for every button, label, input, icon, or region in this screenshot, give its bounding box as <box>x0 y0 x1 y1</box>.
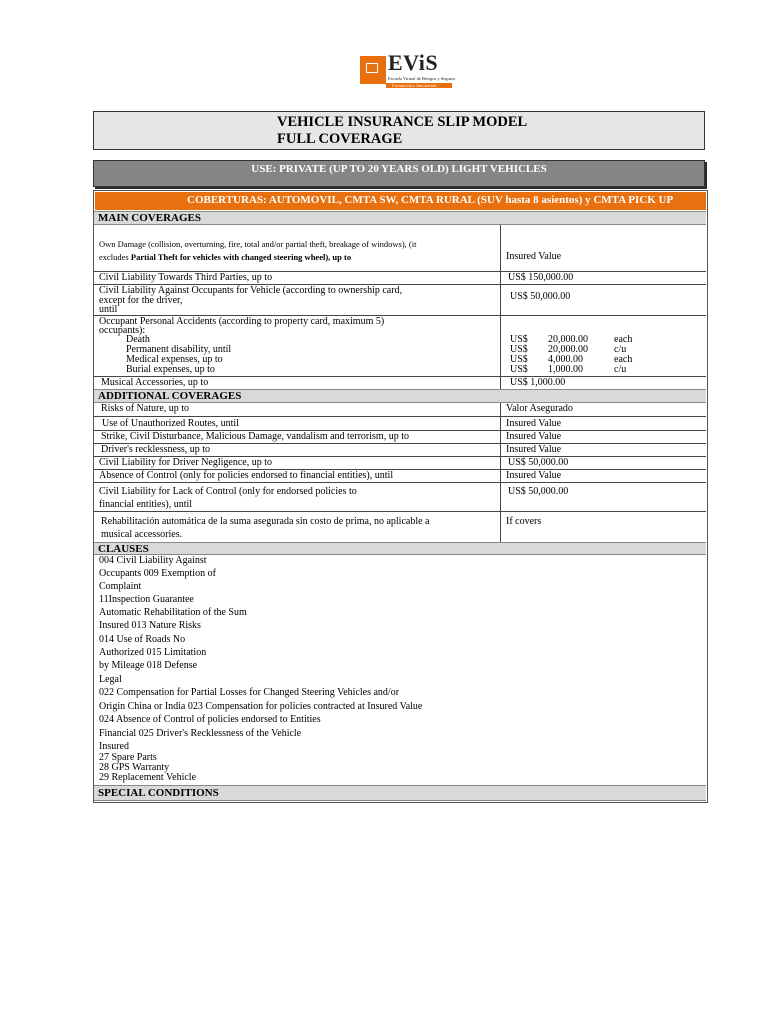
document-title: VEHICLE INSURANCE SLIP MODEL <box>277 114 528 130</box>
occ-item-label: Medical expenses, up to <box>126 354 223 365</box>
musical-accessories-value: US$ 1,000.00 <box>510 377 566 388</box>
civil-liability-occupants-value: US$ 50,000.00 <box>510 291 571 302</box>
additional-row-value: Valor Asegurado <box>506 403 573 414</box>
clause-line: 28 GPS Warranty <box>99 762 170 773</box>
automatic-rehabilitation-2: musical accessories. <box>101 529 183 540</box>
main-coverages-header <box>94 211 706 225</box>
additional-row-value: Insured Value <box>506 418 562 429</box>
occ-item-unit: each <box>614 354 633 365</box>
additional-coverages-header <box>94 389 706 403</box>
occ-item-label: Death <box>126 334 150 345</box>
clause-line: Complaint <box>99 581 142 592</box>
automatic-rehabilitation-value: If covers <box>506 516 542 527</box>
use-text: USE: PRIVATE (UP TO 20 YEARS OLD) LIGHT VEHICLES <box>251 163 547 175</box>
own-damage-text: Own Damage (collision, overturning, fire, total and/or partial theft, breakage of windows), (it <box>99 239 417 249</box>
occ-item-currency: US$ <box>510 334 528 345</box>
clause-line: 022 Compensation for Partial Losses for Changed Steering Vehicles and/or <box>99 687 400 698</box>
column-divider <box>500 403 501 543</box>
coberturas-text: COBERTURAS: AUTOMOVIL, CMTA SW, CMTA RURAL (SUV hasta 8 asientos) y CMTA PICK UP <box>187 194 674 206</box>
clause-line: 024 Absence of Control of policies endorsed to Entities <box>99 714 321 725</box>
additional-coverages-title: ADDITIONAL COVERAGES <box>98 390 242 402</box>
civil-liability-occupants-2: except for the driver, <box>99 295 183 306</box>
occupant-personal-accidents-2: occupants): <box>99 325 146 336</box>
logo-name: EViS <box>388 50 439 75</box>
clause-line: 11Inspection Guarantee <box>99 594 194 605</box>
occ-item-amount: 4,000.00 <box>548 354 583 365</box>
clause-line: 29 Replacement Vehicle <box>99 772 197 783</box>
additional-row-label: Risks of Nature, up to <box>101 403 190 414</box>
additional-row-value: US$ 50,000.00 <box>508 457 569 468</box>
additional-row-label: Strike, Civil Disturbance, Malicious Damage, vandalism and terrorism, up to <box>101 431 409 442</box>
logo-mark-icon <box>360 56 386 84</box>
occ-item-amount: 20,000.00 <box>548 344 588 355</box>
coberturas-banner <box>95 192 706 210</box>
musical-accessories: Musical Accessories, up to <box>101 377 209 388</box>
lack-of-control-value: US$ 50,000.00 <box>508 486 569 497</box>
logo-tagline: Formación e Innovación <box>392 82 437 88</box>
clause-line: Insured 013 Nature Risks <box>99 620 201 631</box>
occ-item-label: Burial expenses, up to <box>126 364 215 375</box>
main-coverages-title: MAIN COVERAGES <box>98 212 201 224</box>
clause-line: Origin China or India 023 Compensation for policies contracted at Insured Value <box>99 701 423 712</box>
use-banner <box>93 160 705 187</box>
occ-item-amount: 1,000.00 <box>548 364 583 375</box>
occ-item-unit: each <box>614 334 633 345</box>
lack-of-control-2: financial entities), until <box>99 499 193 510</box>
civil-liability-third-parties-value: US$ 150,000.00 <box>508 272 574 283</box>
row-divider <box>94 511 706 512</box>
own-damage-excludes: excludes <box>99 252 131 262</box>
row-divider <box>94 482 706 483</box>
row-divider <box>94 416 706 417</box>
clauses-header <box>94 542 706 555</box>
occ-item-label: Permanent disability, until <box>126 344 232 355</box>
clause-line: Legal <box>99 674 122 685</box>
automatic-rehabilitation: Rehabilitación automática de la suma asegurada sin costo de prima, no aplicable a <box>101 516 430 527</box>
additional-row-label: Driver's recklessness, up to <box>101 444 210 455</box>
own-damage-excludes-detail: Partial Theft for vehicles with changed steering wheel), up to <box>130 252 352 262</box>
document-subtitle: FULL COVERAGE <box>277 131 403 147</box>
lack-of-control: Civil Liability for Lack of Control (only for endorsed policies to <box>99 486 357 497</box>
special-conditions-header <box>94 785 706 801</box>
column-divider <box>500 225 501 390</box>
civil-liability-occupants-3: until <box>99 304 118 315</box>
additional-row-label: Use of Unauthorized Routes, until <box>102 418 239 429</box>
clause-line: 014 Use of Roads No <box>99 634 186 645</box>
clause-line: Financial 025 Driver's Recklessness of the Vehicle <box>99 728 302 739</box>
own-damage-text-2 <box>99 253 351 262</box>
logo-subtitle: Escuela Virtual de Riesgos y Seguros <box>388 76 456 81</box>
additional-row-value: Insured Value <box>506 431 562 442</box>
occ-item-currency: US$ <box>510 354 528 365</box>
occ-item-unit: c/u <box>614 344 627 355</box>
additional-row-label: Absence of Control (only for policies endorsed to financial entities), until <box>99 470 394 481</box>
clause-line: Insured <box>99 741 129 752</box>
clauses-title: CLAUSES <box>98 543 149 555</box>
occ-item-unit: c/u <box>614 364 627 375</box>
additional-row-label: Civil Liability for Driver Negligence, up to <box>99 457 273 468</box>
clause-line: 27 Spare Parts <box>99 752 157 763</box>
occ-item-currency: US$ <box>510 344 528 355</box>
document-title-box <box>93 111 705 150</box>
civil-liability-third-parties: Civil Liability Towards Third Parties, up to <box>99 272 273 283</box>
evis-logo <box>360 50 456 94</box>
clause-line: by Mileage 018 Defense <box>99 660 198 671</box>
clause-line: Automatic Rehabilitation of the Sum <box>99 607 247 618</box>
clause-line: Occupants 009 Exemption of <box>99 568 216 579</box>
own-damage-value: Insured Value <box>506 251 562 262</box>
clause-line: Authorized 015 Limitation <box>99 647 207 658</box>
occ-item-amount: 20,000.00 <box>548 334 588 345</box>
occupant-personal-accidents: Occupant Personal Accidents (according to property card, maximum 5) <box>99 316 385 327</box>
special-conditions-title: SPECIAL CONDITIONS <box>98 787 219 799</box>
civil-liability-occupants: Civil Liability Against Occupants for Vehicle (according to ownership card, <box>99 285 403 296</box>
occ-item-currency: US$ <box>510 364 528 375</box>
additional-row-value: Insured Value <box>506 470 562 481</box>
clause-line: 004 Civil Liability Against <box>99 555 207 566</box>
additional-row-value: Insured Value <box>506 444 562 455</box>
